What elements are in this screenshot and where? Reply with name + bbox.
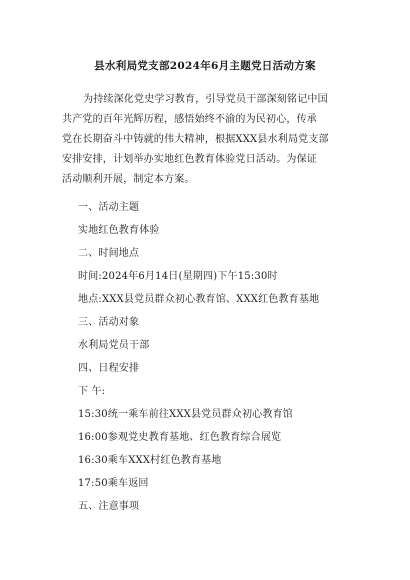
intro-line: 党在长期奋斗中铸就的伟大精神，根据XXX县水利局党支部 bbox=[62, 134, 329, 145]
place-text: 地点:XXX县党员群众初心教育馆、XXX红色教育基地 bbox=[78, 294, 320, 305]
document-title: 县水利局党支部2024年6月主题党日活动方案 bbox=[94, 60, 316, 72]
schedule-item: 15:30统一乘车前往XXX县党员群众初心教育馆 bbox=[78, 409, 293, 420]
schedule-item: 17:50乘车返回 bbox=[78, 478, 149, 489]
target-text: 水利局党员干部 bbox=[78, 340, 150, 351]
section-heading-time-place: 二、时间地点 bbox=[78, 248, 140, 259]
intro-line: 安排安排，计划举办实地红色教育体验党日活动。为保证 bbox=[62, 154, 317, 165]
theme-text: 实地红色教育体验 bbox=[78, 225, 160, 236]
intro-paragraph bbox=[62, 90, 362, 190]
schedule-item: 16:00参观党史教育基地、红色教育综合展览 bbox=[78, 432, 282, 443]
intro-line: 活动顺利开展，制定本方案。 bbox=[62, 174, 195, 185]
afternoon-label: 下 午: bbox=[78, 386, 106, 397]
section-heading-schedule: 四、日程安排 bbox=[78, 363, 140, 374]
schedule-item: 16:30乘车XXX村红色教育基地 bbox=[78, 455, 222, 466]
section-heading-notes: 五、注意事项 bbox=[78, 501, 140, 512]
intro-line: 为持续深化党史学习教育，引导党员干部深刻铭记中国 bbox=[83, 94, 328, 105]
section-heading-theme: 一、活动主题 bbox=[78, 202, 140, 213]
section-heading-target: 三、活动对象 bbox=[78, 317, 140, 328]
intro-line: 共产党的百年光辉历程，感悟始终不渝的为民初心，传承 bbox=[62, 114, 317, 125]
time-text: 时间:2024年6月14日(星期四)下午15:30时 bbox=[78, 271, 278, 282]
